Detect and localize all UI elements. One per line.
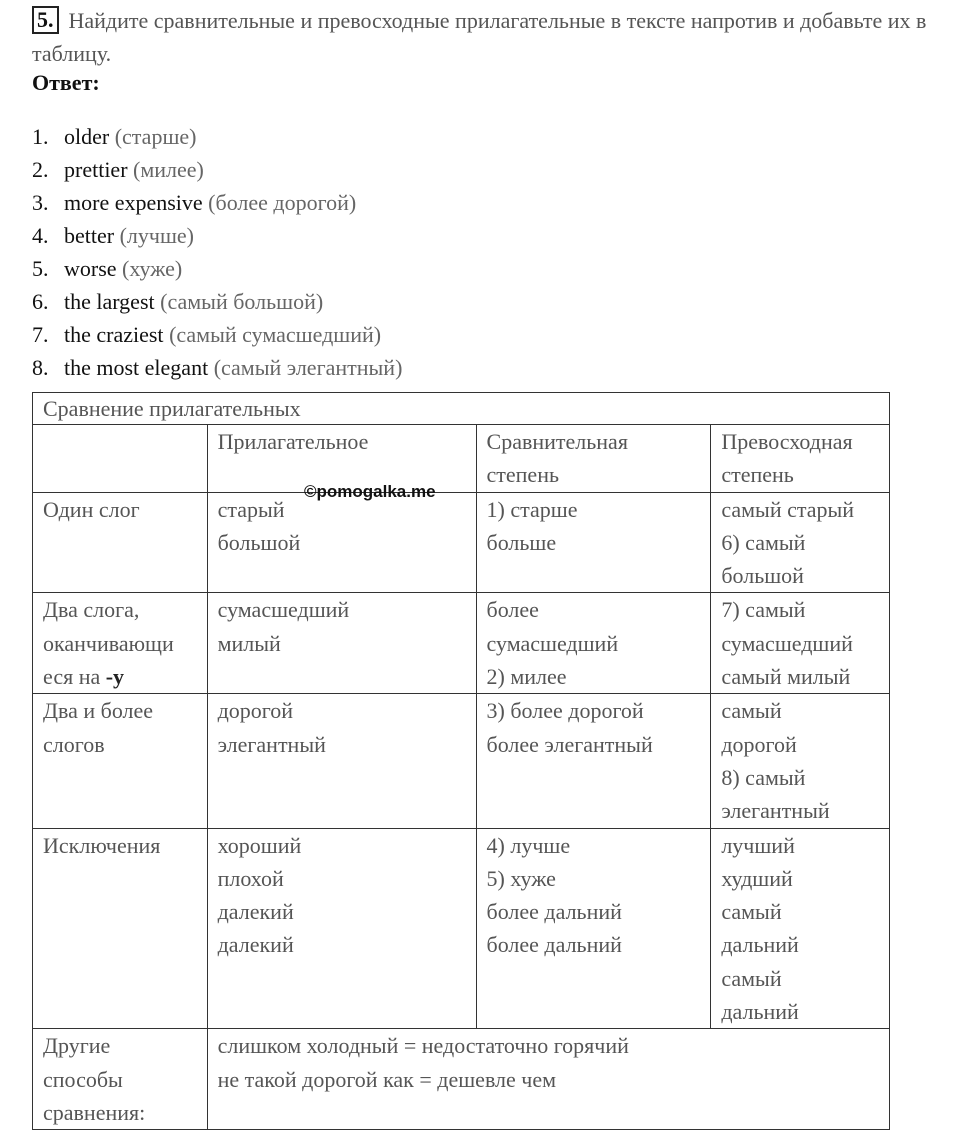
cell-line: способы <box>43 1066 123 1092</box>
cell-adjective <box>207 694 476 828</box>
task-number: 5. <box>32 6 59 34</box>
header-line: Сравнительная <box>486 429 628 454</box>
cell-line: 7) самый <box>721 597 806 623</box>
cell-superlative <box>711 694 890 828</box>
header-comparative <box>476 425 711 493</box>
cell-line: 2) милее <box>486 664 567 690</box>
cell-line: 6) самый <box>721 529 806 555</box>
row-label <box>33 593 208 694</box>
cell-line: большой <box>721 563 804 589</box>
cell-line: более дальний <box>486 899 622 925</box>
cell-line: самый милый <box>721 664 851 690</box>
cell-comparative <box>476 593 711 694</box>
answer-item <box>32 285 402 318</box>
cell-line: хороший <box>217 832 302 858</box>
cell-superlative <box>711 593 890 694</box>
answer-item <box>32 318 402 351</box>
answer-number: 3. <box>32 190 49 215</box>
answer-item <box>32 120 402 153</box>
answer-translation: (милее) <box>133 157 204 182</box>
answer-translation: (самый сумасшедший) <box>169 322 382 347</box>
row-label <box>33 492 208 593</box>
cell-superlative <box>711 828 890 1029</box>
cell-line: Другие <box>43 1033 111 1059</box>
cell-line: элегантный <box>217 731 326 757</box>
header-line: степень <box>721 462 794 488</box>
header-line: степень <box>486 462 560 488</box>
cell-line: самый <box>721 899 782 925</box>
cell-line: Один слог <box>43 496 140 522</box>
cell-line: более элегантный <box>486 731 653 757</box>
table-title: Сравнение прилагательных <box>33 393 890 425</box>
table-row <box>33 593 890 694</box>
answer-word: prettier <box>64 157 128 182</box>
answer-translation: (лучше) <box>119 223 194 248</box>
cell-line: больше <box>486 529 557 555</box>
answer-item <box>32 153 402 186</box>
answer-item <box>32 219 402 252</box>
cell-line: далекий <box>217 932 294 958</box>
answer-number: 4. <box>32 223 49 248</box>
table-row <box>33 492 890 593</box>
cell-line: более дальний <box>486 932 622 958</box>
cell-line: сумасшедший <box>486 630 619 656</box>
header-empty-cell <box>33 425 208 493</box>
cell-comparative <box>476 828 711 1029</box>
answer-item <box>32 351 402 384</box>
table-row-other <box>33 1029 890 1130</box>
header-line: Превосходная <box>721 429 853 454</box>
cell-line: Два слога, <box>43 597 140 623</box>
cell-superlative <box>711 492 890 593</box>
cell-line: сумасшедший <box>217 597 350 623</box>
answer-number: 1. <box>32 124 49 149</box>
watermark: ©pomogalka.me <box>304 482 436 501</box>
cell-line <box>43 660 197 693</box>
cell-line: худший <box>721 865 793 891</box>
task-prompt <box>32 4 932 70</box>
answer-translation: (самый элегантный) <box>213 355 403 380</box>
row-label <box>33 828 208 1029</box>
cell-line: лучший <box>721 832 795 858</box>
cell-line: оканчивающи <box>43 630 174 656</box>
cell-line: 3) более дорогой <box>486 698 644 724</box>
cell-line: 4) лучше <box>486 832 571 858</box>
cell-line: 5) хуже <box>486 865 556 891</box>
cell-adjective <box>207 593 476 694</box>
cell-line: более <box>486 597 539 623</box>
cell-line: дорогой <box>217 698 294 724</box>
cell-line: элегантный <box>721 798 830 824</box>
answer-item <box>32 186 402 219</box>
cell-line: дорогой <box>721 731 797 757</box>
answer-label: Ответ: <box>32 70 100 95</box>
comparison-table <box>32 392 890 1130</box>
cell-line: дальний <box>721 932 799 958</box>
answer-translation: (старше) <box>114 124 197 149</box>
answer-number: 5. <box>32 256 49 281</box>
row-label <box>33 694 208 828</box>
cell-comparative <box>476 492 711 593</box>
table-row <box>33 694 890 828</box>
label-suffix: -у <box>105 664 125 690</box>
answer-translation: (хуже) <box>122 256 183 281</box>
answer-translation: (более дорогой) <box>208 190 357 215</box>
cell-line: сравнения: <box>43 1099 146 1125</box>
answer-word: better <box>64 223 115 248</box>
cell-line: не такой дорогой как = дешевле чем <box>217 1066 557 1092</box>
cell-line: далекий <box>217 899 294 925</box>
cell-line: слогов <box>43 731 105 757</box>
answer-word: the most elegant <box>64 355 209 380</box>
answer-number: 6. <box>32 289 49 314</box>
task-text: Найдите сравнительные и превосходные прилагательные в тексте напротив и добавьте их в таблицу. <box>32 8 927 66</box>
label-text: еся на <box>43 664 106 690</box>
answer-item <box>32 252 402 285</box>
answer-list <box>32 120 402 384</box>
cell-line: самый <box>721 965 782 991</box>
answer-number: 7. <box>32 322 49 347</box>
answer-translation: (самый большой) <box>160 289 324 314</box>
header-superlative <box>711 425 890 493</box>
cell-line: старый <box>217 496 285 522</box>
cell-line: 1) старше <box>486 496 578 522</box>
cell-line: Исключения <box>43 832 161 858</box>
answer-number: 8. <box>32 355 49 380</box>
cell-line: 8) самый <box>721 764 806 790</box>
cell-line: Два и более <box>43 698 154 724</box>
cell-line: самый старый <box>721 496 855 522</box>
cell-line: самый <box>721 698 782 724</box>
header-line: Прилагательное <box>217 429 369 454</box>
cell-line: слишком холодный = недостаточно горячий <box>217 1033 629 1059</box>
table-row <box>33 828 890 1029</box>
cell-line: дальний <box>721 999 799 1025</box>
answer-word: the largest <box>64 289 155 314</box>
cell-line: сумасшедший <box>721 630 853 656</box>
answer-word: the craziest <box>64 322 164 347</box>
cell-line: плохой <box>217 865 284 891</box>
answer-word: worse <box>64 256 117 281</box>
answer-number: 2. <box>32 157 49 182</box>
cell-adjective <box>207 492 476 593</box>
cell-comparative <box>476 694 711 828</box>
cell-line: большой <box>217 529 301 555</box>
table-header-row <box>33 425 890 493</box>
cell-other-methods <box>207 1029 889 1130</box>
cell-adjective <box>207 828 476 1029</box>
answer-word: older <box>64 124 110 149</box>
table-title-row <box>33 393 890 425</box>
cell-line: милый <box>217 630 281 656</box>
row-label <box>33 1029 208 1130</box>
answer-word: more expensive <box>64 190 203 215</box>
